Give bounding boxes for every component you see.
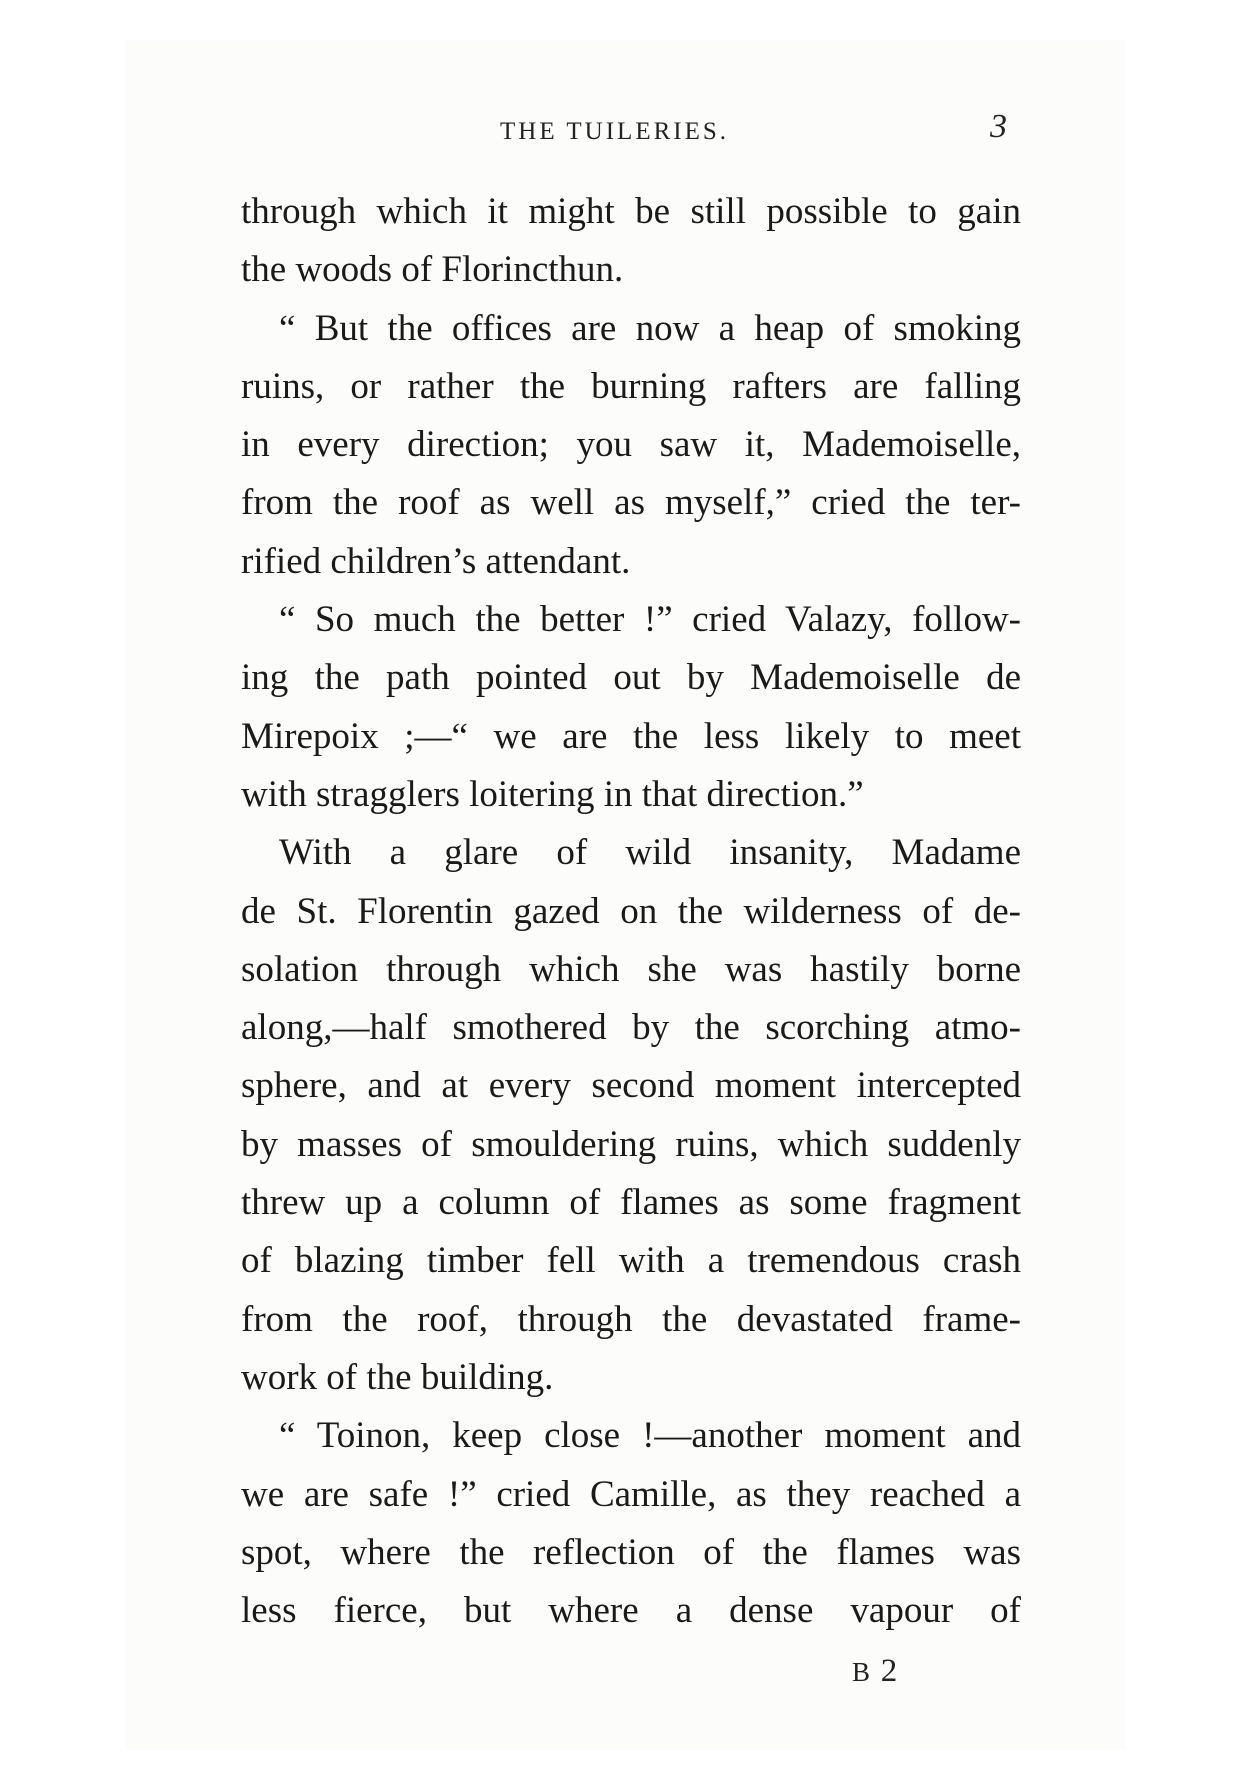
text-line: along,—half smothered by the scorching atmo- (241, 1007, 1021, 1049)
page-number: 3 (990, 108, 1007, 145)
running-head: THE TUILERIES. (500, 118, 730, 145)
text-line: Mirepoix ;—“ we are the less likely to meet (241, 715, 1021, 757)
text-line: by masses of smouldering ruins, which suddenly (241, 1123, 1021, 1165)
signature-mark (852, 1653, 899, 1690)
text-line: With a glare of wild insanity, Madame (279, 832, 1021, 874)
text-line: “ But the offices are now a heap of smoking (279, 307, 1021, 349)
text-line: from the roof, through the devastated frame- (241, 1298, 1021, 1340)
body-text (241, 183, 1021, 1640)
text-line: sphere, and at every second moment intercepted (241, 1065, 1021, 1107)
text-line: less fierce, but where a dense vapour of (241, 1590, 1021, 1632)
text-line: from the roof as well as myself,” cried the ter- (241, 482, 1021, 524)
text-line: we are safe !” cried Camille, as they reached a (241, 1473, 1021, 1515)
text-line: of blazing timber fell with a tremendous crash (241, 1240, 1021, 1282)
text-line: rified children’s attendant. (241, 540, 631, 582)
text-line: the woods of Florincthun. (241, 249, 624, 291)
text-line: “ So much the better !” cried Valazy, follow- (279, 599, 1021, 641)
text-line: spot, where the reflection of the flames was (241, 1531, 1021, 1573)
text-line: de St. Florentin gazed on the wilderness of de- (241, 890, 1021, 932)
text-line: through which it might be still possible to gain (241, 191, 1021, 232)
signature-number: 2 (880, 1653, 900, 1689)
text-line: solation through which she was hastily borne (241, 948, 1021, 990)
text-line: in every direction; you saw it, Mademoiselle, (241, 424, 1021, 466)
text-line: “ Toinon, keep close !—another moment and (279, 1415, 1021, 1457)
text-line: threw up a column of flames as some fragment (241, 1182, 1021, 1224)
text-line: with stragglers loitering in that direction.” (241, 773, 864, 815)
text-line: ruins, or rather the burning rafters are falling (241, 365, 1021, 407)
text-line: ing the path pointed out by Mademoiselle de (241, 657, 1021, 699)
text-line: work of the building. (241, 1356, 554, 1398)
signature-letter: B (852, 1657, 873, 1687)
